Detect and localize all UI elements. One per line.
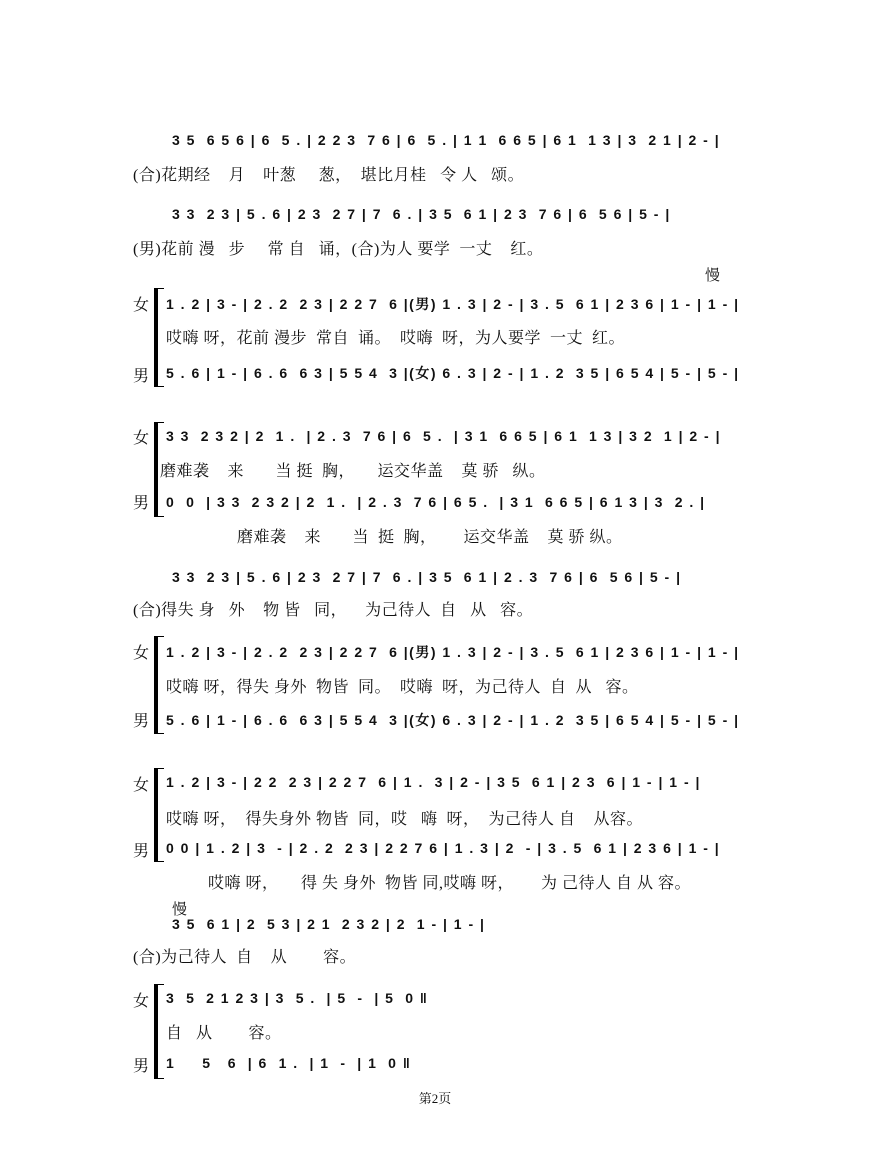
notation-line: 3 5 6 5 6 | 6 5 . | 2 2 3 7 6 | 6 5 . | 1 1 6 6 5 | 6 1 1 3 | 3 2 1 | 2 - | <box>172 132 721 148</box>
tempo-marking: 慢 <box>705 268 721 284</box>
tempo-marking: 慢 <box>172 902 188 918</box>
page-number: 第2页 <box>418 1091 452 1106</box>
male-notation: 0 0 | 3 3 2 3 2 | 2 1 . | 2 . 3 7 6 | 6 5 . | 3 1 6 6 5 | 6 1 3 | 3 2 . | <box>166 494 706 510</box>
lyrics-line: (合)为己待人 自 从 容。 <box>133 949 357 966</box>
female-notation: 1 . 2 | 3 - | 2 2 2 3 | 2 2 7 6 | 1 . 3 | 2 - | 3 5 6 1 | 2 3 6 | 1 - | 1 - | <box>166 774 701 790</box>
male-label: 男 <box>133 368 150 385</box>
male-notation: 1 5 6 | 6 1 . | 1 - | 1 0 ‖ <box>166 1055 412 1071</box>
system-brace <box>154 768 164 862</box>
female-notation: 1 . 2 | 3 - | 2 . 2 2 3 | 2 2 7 6 |(男) 1 . 3 | 2 - | 3 . 5 6 1 | 2 3 6 | 1 - | 1 - | <box>166 644 740 660</box>
female-notation: 3 3 2 3 2 | 2 1 . | 2 . 3 7 6 | 6 5 . | 3 1 6 6 5 | 6 1 1 3 | 3 2 1 | 2 - | <box>166 428 722 444</box>
female-label: 女 <box>133 430 150 447</box>
female-label: 女 <box>133 777 150 794</box>
system-brace <box>154 636 164 734</box>
lyrics-line: (合)花期经 月 叶葱 葱， 堪比月桂 令 人 颂。 <box>133 167 525 184</box>
male-label: 男 <box>133 713 150 730</box>
system-brace <box>154 288 164 387</box>
female-label: 女 <box>133 645 150 662</box>
male-label: 男 <box>133 1058 150 1075</box>
female-lyrics: 哎嗨 呀，花前 漫步 常自 诵。 哎嗨 呀，为人要学 一丈 红。 <box>166 330 626 347</box>
male-lyrics: 磨难袭 来 当 挺 胸， 运交华盖 莫 骄 纵。 <box>237 529 623 546</box>
female-notation: 3 5 2 1 2 3 | 3 5 . | 5 - | 5 0 ‖ <box>166 990 429 1006</box>
male-notation: 5 . 6 | 1 - | 6 . 6 6 3 | 5 5 4 3 |(女) 6 . 3 | 2 - | 1 . 2 3 5 | 6 5 4 | 5 - | 5 - | <box>166 712 740 728</box>
male-notation: 0 0 | 1 . 2 | 3 - | 2 . 2 2 3 | 2 2 7 6 | 1 . 3 | 2 - | 3 . 5 6 1 | 2 3 6 | 1 - | <box>166 840 721 856</box>
female-notation: 1 . 2 | 3 - | 2 . 2 2 3 | 2 2 7 6 |(男) 1 . 3 | 2 - | 3 . 5 6 1 | 2 3 6 | 1 - | 1 - | <box>166 296 740 312</box>
female-lyrics: 自 从 容。 <box>166 1025 282 1042</box>
female-lyrics: 哎嗨 呀， 得失身外 物皆 同，哎 嗨 呀， 为己待人 自 从容。 <box>166 811 644 828</box>
notation-line: 3 3 2 3 | 5 . 6 | 2 3 2 7 | 7 6 . | 3 5 6 1 | 2 . 3 7 6 | 6 5 6 | 5 - | <box>172 569 682 585</box>
male-label: 男 <box>133 843 150 860</box>
female-lyrics: 磨难袭 来 当 挺 胸， 运交华盖 莫 骄 纵。 <box>160 463 546 480</box>
female-label: 女 <box>133 297 150 314</box>
lyrics-line: (合)得失 身 外 物 皆 同， 为己待人 自 从 容。 <box>133 602 534 619</box>
male-lyrics: 哎嗨 呀， 得 失 身外 物皆 同,哎嗨 呀， 为 己待人 自 从 容。 <box>208 875 692 892</box>
lyrics-line: (男)花前 漫 步 常 自 诵，(合)为人 要学 一丈 红。 <box>133 241 544 258</box>
male-label: 男 <box>133 495 150 512</box>
notation-line: 3 3 2 3 | 5 . 6 | 2 3 2 7 | 7 6 . | 3 5 6 1 | 2 3 7 6 | 6 5 6 | 5 - | <box>172 206 671 222</box>
system-brace <box>154 984 164 1079</box>
female-label: 女 <box>133 993 150 1010</box>
male-notation: 5 . 6 | 1 - | 6 . 6 6 3 | 5 5 4 3 |(女) 6 . 3 | 2 - | 1 . 2 3 5 | 6 5 4 | 5 - | 5 - | <box>166 365 740 381</box>
notation-line: 3 5 6 1 | 2 5 3 | 2 1 2 3 2 | 2 1 - | 1 - | <box>172 916 486 932</box>
female-lyrics: 哎嗨 呀，得失 身外 物皆 同。 哎嗨 呀，为己待人 自 从 容。 <box>166 679 639 696</box>
